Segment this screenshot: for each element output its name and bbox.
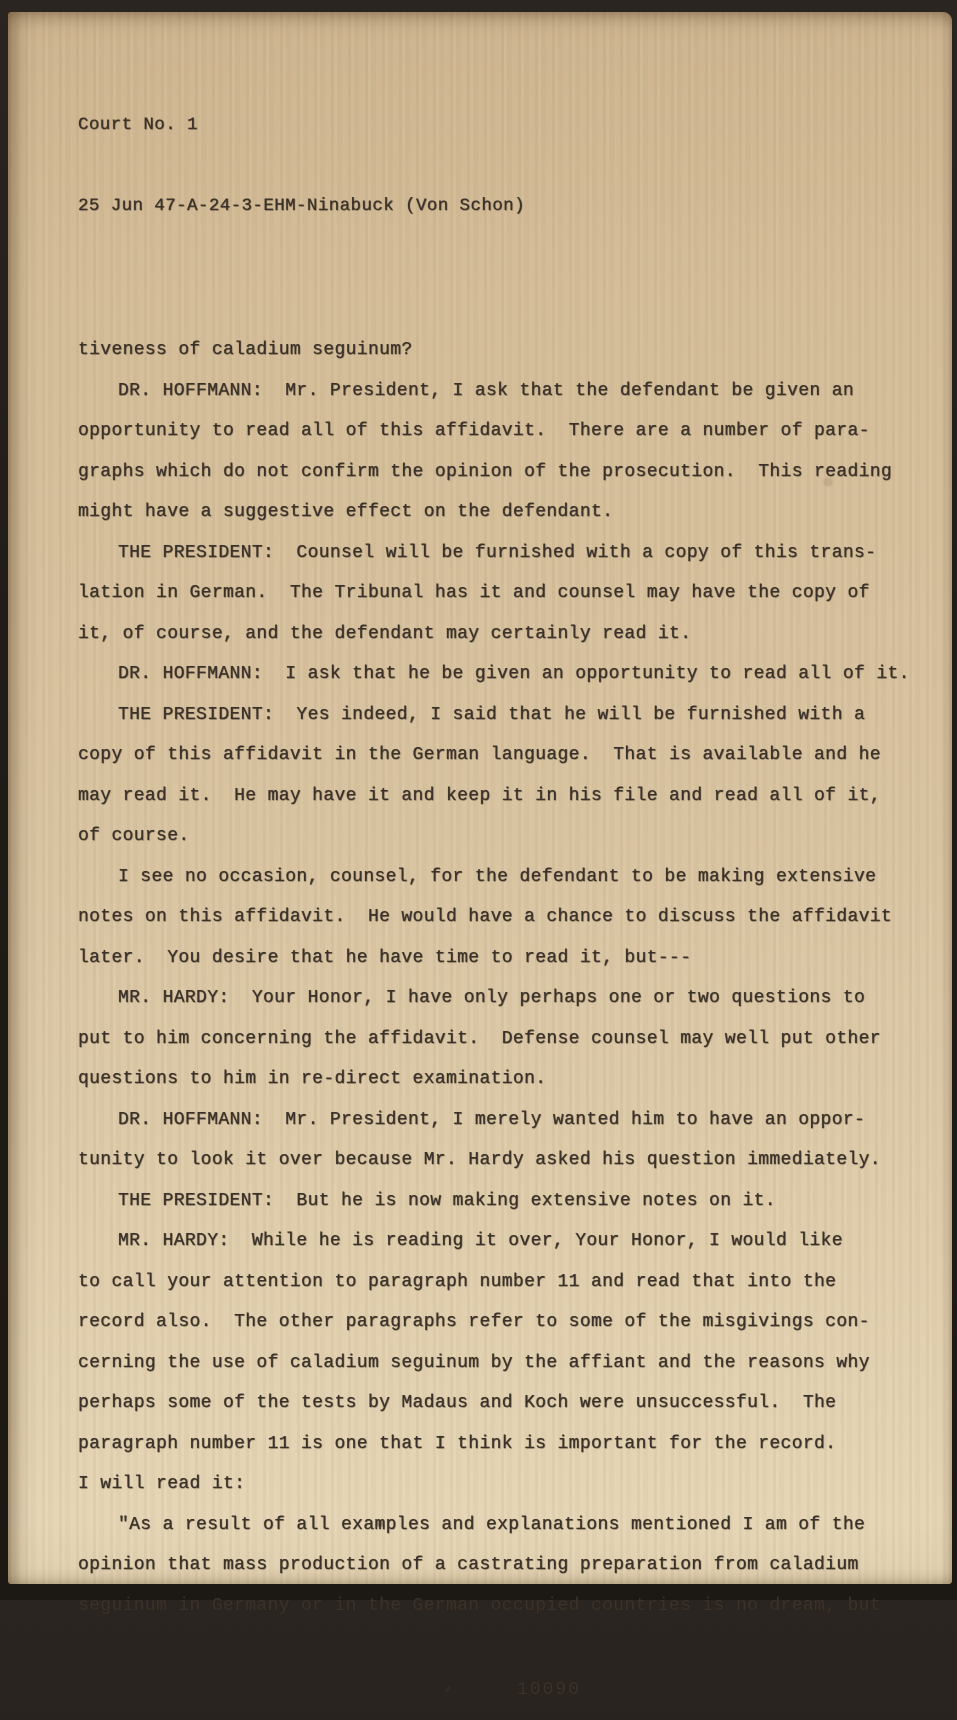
text-line: cerning the use of caladium seguinum by the affiant and the reasons why (78, 1352, 870, 1373)
text-line: of course. (78, 826, 190, 846)
page-header (78, 58, 952, 274)
document-page (8, 12, 952, 1700)
text-line: THE PRESIDENT: Yes indeed, I said that he will be furnished with a (118, 704, 866, 725)
text-line: lation in German. The Tribunal has it and counsel may have the copy of (78, 583, 870, 603)
text-line: tunity to look it over because Mr. Hardy asked his question immediately. (78, 1150, 881, 1170)
text-line: "As a result of all examples and explanations mentioned I am of the (118, 1514, 866, 1535)
text-line: perhaps some of the tests by Madaus and Koch were unsuccessful. The (78, 1393, 837, 1413)
header-court-line: Court No. 1 (78, 115, 198, 135)
text-line: might have a suggestive effect on the defendant. (78, 502, 614, 522)
text-line: copy of this affidavit in the German language. That is available and he (78, 745, 881, 765)
header-date-line: 25 Jun 47-A-24-3-EHM-Ninabuck (Von Schon) (78, 196, 525, 216)
text-line: later. You desire that he have time to read it, but--- (78, 947, 692, 968)
text-line: DR. HOFFMANN: Mr. President, I merely wanted him to have an oppor- (118, 1109, 866, 1130)
text-line: questions to him in re-direct examination. (78, 1069, 547, 1089)
text-line: may read it. He may have it and keep it in his file and read all of it, (78, 785, 881, 806)
page-number-row (2, 1660, 946, 1720)
text-line: paragraph number 11 is one that I think is important for the record. (78, 1433, 837, 1454)
text-line: opinion that mass production of a castrating preparation from caladium (78, 1555, 859, 1575)
text-line: seguinum in Germany or in the German occupied countries is no dream, but (78, 1595, 881, 1616)
transcript-body (78, 330, 952, 1626)
text-line: DR. HOFFMANN: Mr. President, I ask that the defendant be given an (118, 380, 855, 401)
text-line: tiveness of caladium seguinum? (78, 340, 413, 360)
text-line: I see no occasion, counsel, for the defendant to be making extensive (118, 866, 877, 887)
ink-smudge (444, 1686, 450, 1693)
text-line: DR. HOFFMANN: I ask that he be given an opportunity to read all of it. (118, 664, 910, 684)
text-line: record also. The other paragraphs refer to some of the misgivings con- (78, 1312, 870, 1332)
text-line: I will read it: (78, 1474, 246, 1494)
text-line: it, of course, and the defendant may certainly read it. (78, 623, 692, 644)
text-line: put to him concerning the affidavit. Defense counsel may well put other (78, 1028, 881, 1049)
text-line: to call your attention to paragraph number 11 and read that into the (78, 1271, 837, 1292)
text-line: opportunity to read all of this affidavit. There are a number of para- (78, 421, 870, 441)
text-line: MR. HARDY: Your Honor, I have only perhaps one or two questions to (118, 988, 866, 1008)
text-line: MR. HARDY: While he is reading it over, Your Honor, I would like (118, 1231, 843, 1251)
text-line: THE PRESIDENT: But he is now making extensive notes on it. (118, 1190, 776, 1211)
text-line: notes on this affidavit. He would have a chance to discuss the affidavit (78, 907, 893, 927)
text-line: graphs which do not confirm the opinion of the prosecution. This reading (78, 461, 893, 482)
page-number: 10090 (516, 1680, 581, 1700)
text-line: THE PRESIDENT: Counsel will be furnished with a copy of this trans- (118, 542, 877, 563)
